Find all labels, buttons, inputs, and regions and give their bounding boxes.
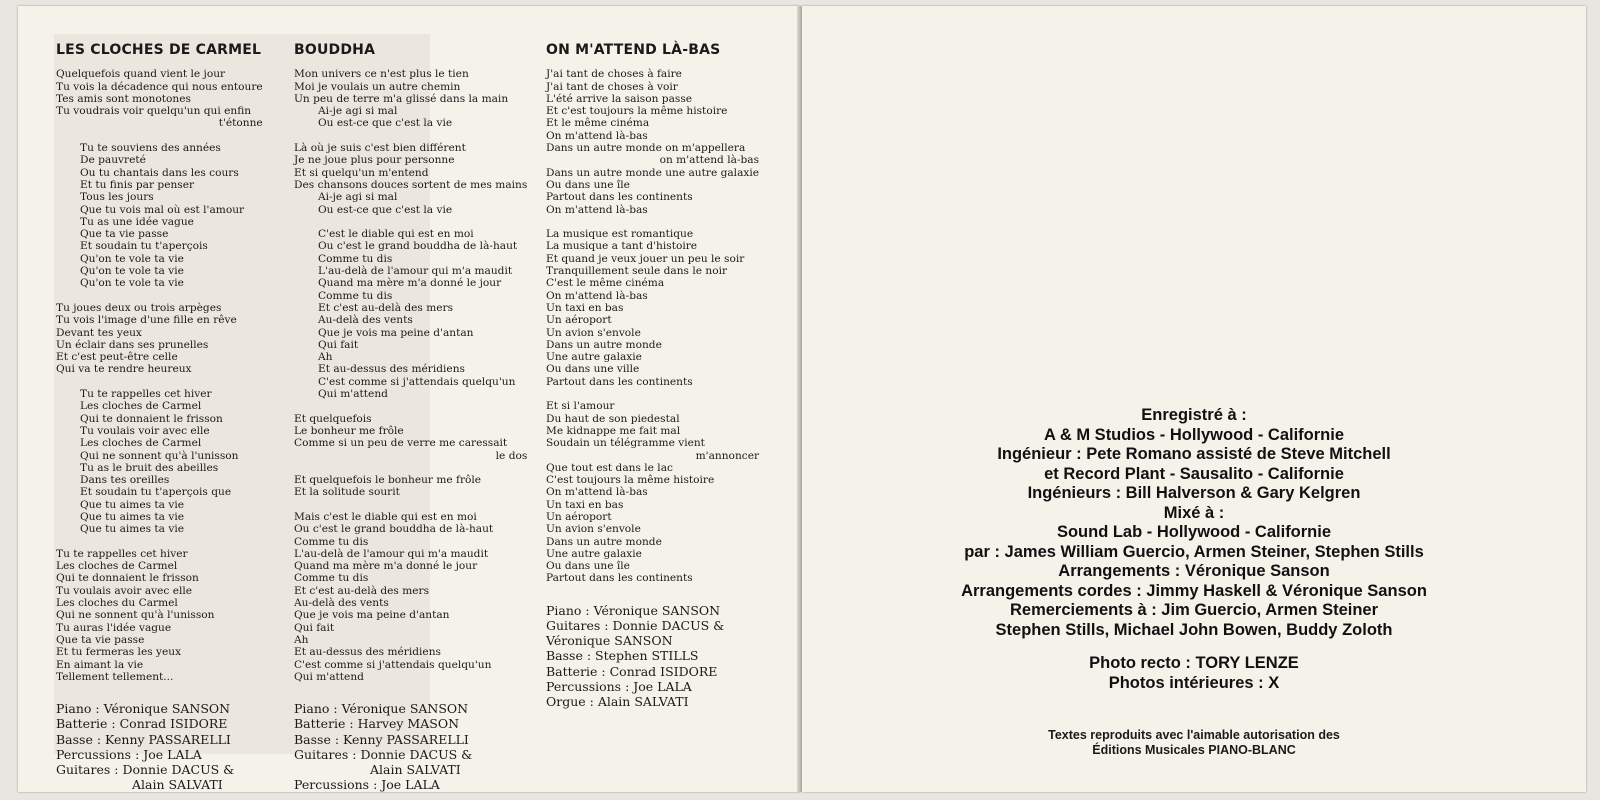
- text-line: Enregistré à :: [1141, 406, 1247, 424]
- text-line: Tu as une idée vague: [80, 215, 194, 228]
- text-line: Tous les jours: [80, 191, 154, 204]
- text-line: Ou dans une île: [546, 178, 630, 191]
- text-line: Un aéroport: [546, 314, 612, 327]
- text-line: Et quand je veux jouer un peu le soir: [546, 252, 745, 265]
- text-line: C'est toujours la même histoire: [546, 474, 715, 487]
- text-line: Tu voudrais voir quelqu'un qui enfin: [56, 105, 252, 118]
- text-line: Tu auras l'idée vague: [56, 621, 172, 634]
- text-line: Comme tu dis: [318, 289, 393, 302]
- text-line: Piano : Véronique SANSON: [294, 701, 469, 717]
- text-line: Ingénieur : Pete Romano assisté de Steve Mitchell: [997, 445, 1391, 463]
- text-line: Dans un autre monde: [546, 535, 662, 548]
- text-line: Je ne joue plus pour personne: [294, 154, 455, 167]
- text-line: Un peu de terre m'a glissé dans la main: [294, 92, 509, 105]
- text-line: Moi je voulais un autre chemin: [294, 80, 461, 93]
- text-line: le dos: [495, 449, 528, 462]
- text-line: Tes amis sont monotones: [56, 92, 191, 105]
- text-line: Qui te donnaient le frisson: [80, 412, 223, 425]
- text-line: Soudain un télégramme vient: [546, 437, 705, 450]
- text-line: Qui fait: [318, 338, 359, 351]
- text-line: Que je vois ma peine d'antan: [294, 609, 450, 622]
- text-line: Sound Lab - Hollywood - Californie: [1056, 523, 1332, 541]
- text-line: Et soudain tu t'aperçois que: [80, 486, 232, 499]
- text-line: Percussions : Joe LALA: [546, 678, 692, 694]
- text-line: On m'attend là-bas: [546, 129, 648, 142]
- text-line: Ai-je agi si mal: [318, 191, 398, 204]
- text-line: Ou c'est le grand bouddha de là-haut: [318, 240, 518, 253]
- text-line: On m'attend là-bas: [546, 203, 648, 216]
- text-line: Là où je suis c'est bien différent: [294, 142, 466, 155]
- text-line: Et quelquefois: [294, 412, 372, 425]
- text-line: m'annoncer: [695, 449, 760, 462]
- text-line: Ah: [318, 351, 333, 364]
- stanza-gap: [294, 130, 527, 142]
- copyright-line: Textes reproduits avec l'aimable autorisation des: [1048, 728, 1340, 742]
- text-line: Partout dans les continents: [546, 191, 693, 204]
- text-line: La musique a tant d'histoire: [546, 240, 698, 253]
- text-line: Et la solitude sourit: [294, 486, 400, 499]
- text-line: Un avion s'envole: [546, 326, 641, 339]
- text-line: Et c'est au-delà des mers: [318, 301, 454, 314]
- text-line: Du haut de son piedestal: [546, 412, 680, 425]
- text-line: Et c'est peut-être celle: [56, 351, 178, 364]
- text-line: par : James William Guercio, Armen Steiner, Stephen Stills: [964, 542, 1424, 561]
- text-line: Tellement tellement...: [56, 670, 174, 683]
- text-line: Un taxi en bas: [546, 301, 624, 314]
- text-line: Piano : Véronique SANSON: [56, 701, 231, 717]
- text-line: La musique est romantique: [546, 228, 694, 241]
- song-title: LES CLOCHES DE CARMEL: [56, 42, 262, 58]
- text-line: Dans un autre monde: [546, 338, 662, 351]
- text-line: on m'attend là-bas: [659, 154, 760, 167]
- text-line: Comme tu dis: [294, 535, 369, 548]
- text-line: On m'attend là-bas: [546, 289, 648, 302]
- song-lyrics: [56, 68, 263, 683]
- text-line: Percussions : Joe LALA: [56, 746, 202, 762]
- left-page: [18, 6, 800, 792]
- text-line: C'est comme si j'attendais quelqu'un: [318, 375, 516, 388]
- musician-credits: [56, 701, 263, 792]
- text-line: Ingénieurs : Bill Halverson & Gary Kelgren: [1027, 484, 1361, 502]
- text-line: Quelquefois quand vient le jour: [56, 68, 226, 81]
- text-line: En aimant la vie: [56, 658, 144, 671]
- song-title: BOUDDHA: [294, 42, 376, 58]
- text-line: Tu voulais voir avec elle: [80, 424, 210, 437]
- text-line: L'été arrive la saison passe: [546, 92, 693, 105]
- stanza-gap: [862, 640, 1526, 654]
- text-line: t'étonne: [218, 117, 263, 130]
- text-line: Qui m'attend: [318, 388, 388, 401]
- stanza-gap: [294, 400, 527, 412]
- text-line: Et au-dessus des méridiens: [294, 646, 441, 659]
- text-line: On m'attend là-bas: [546, 486, 648, 499]
- text-line: Remerciements à : Jim Guercio, Armen Steiner: [1009, 601, 1379, 619]
- text-line: Ah: [294, 633, 309, 646]
- text-line: Qu'on te vole ta vie: [80, 252, 184, 265]
- text-line: C'est le même cinéma: [546, 277, 665, 290]
- text-line: A & M Studios - Hollywood - Californie: [1043, 425, 1345, 444]
- stanza-gap: [294, 499, 527, 511]
- text-line: Mais c'est le diable qui est en moi: [294, 510, 477, 523]
- text-line: Et si quelqu'un m'entend: [294, 166, 429, 179]
- text-line: Piano : Véronique SANSON: [546, 602, 721, 618]
- text-line: Dans un autre monde on m'appellera: [546, 142, 746, 155]
- text-line: Véronique SANSON: [546, 633, 673, 649]
- text-line: Tu as le bruit des abeilles: [80, 461, 219, 474]
- production-credits: [862, 406, 1526, 693]
- text-line: Dans tes oreilles: [80, 474, 170, 487]
- text-line: Qu'on te vole ta vie: [80, 265, 184, 278]
- text-line: Arrangements cordes : Jimmy Haskell & Véronique Sanson: [961, 581, 1427, 600]
- text-line: C'est le diable qui est en moi: [318, 228, 474, 241]
- text-line: Batterie : Harvey MASON: [294, 716, 460, 732]
- text-line: Et quelquefois le bonheur me frôle: [294, 474, 482, 487]
- stanza-gap: [294, 462, 527, 474]
- stanza-gap: [546, 216, 759, 228]
- text-line: Ou c'est le grand bouddha de là-haut: [294, 523, 494, 536]
- text-line: Stephen Stills, Michael John Bowen, Buddy Zoloth: [995, 620, 1393, 639]
- text-line: Tu te souviens des années: [80, 142, 221, 155]
- text-line: Les cloches de Carmel: [56, 560, 178, 573]
- text-line: Au-delà des vents: [294, 597, 389, 610]
- text-line: Et au-dessus des méridiens: [318, 363, 465, 376]
- text-line: Que tu aimes ta vie: [80, 523, 184, 536]
- text-line: Que tu vois mal où est l'amour: [80, 203, 245, 216]
- text-line: J'ai tant de choses à voir: [546, 80, 678, 93]
- text-line: Et le même cinéma: [546, 117, 650, 130]
- text-line: Arrangements : Véronique Sanson: [1058, 562, 1330, 580]
- text-line: Ai-je agi si mal: [318, 105, 398, 118]
- text-line: Dans un autre monde une autre galaxie: [546, 166, 760, 179]
- song-title: ON M'ATTEND LÀ-BAS: [546, 42, 721, 58]
- text-line: Batterie : Conrad ISIDORE: [546, 663, 718, 679]
- text-line: Une autre galaxie: [546, 351, 642, 364]
- text-line: Qui fait: [294, 621, 335, 634]
- text-line: Une autre galaxie: [546, 547, 642, 560]
- text-line: Qu'on te vole ta vie: [80, 277, 184, 290]
- text-line: Alain SALVATI: [370, 761, 461, 777]
- text-line: Un avion s'envole: [546, 523, 641, 536]
- song-lyrics: [294, 68, 527, 683]
- text-line: Ou dans une ville: [546, 363, 640, 376]
- text-line: Alain SALVATI: [132, 777, 223, 793]
- text-line: Photos intérieures : X: [1108, 673, 1280, 692]
- text-line: Que tu aimes ta vie: [80, 510, 184, 523]
- copyright-line: Éditions Musicales PIANO-BLANC: [1092, 743, 1296, 757]
- text-line: Et c'est au-delà des mers: [294, 584, 430, 597]
- text-line: Qui m'attend: [294, 670, 364, 683]
- text-line: Que tout est dans le lac: [546, 461, 673, 474]
- text-line: Quand ma mère m'a donné le jour: [294, 560, 478, 573]
- lyrics-column: [294, 44, 527, 792]
- text-line: Ou est-ce que c'est la vie: [318, 117, 453, 130]
- text-line: Basse : Stephen STILLS: [546, 648, 699, 664]
- stanza-gap: [56, 536, 263, 548]
- text-line: Que ta vie passe: [80, 228, 169, 241]
- text-line: Et c'est toujours la même histoire: [546, 105, 728, 118]
- text-line: Tu te rappelles cet hiver: [56, 547, 188, 560]
- text-line: Mixé à :: [1163, 503, 1225, 522]
- text-line: Tu vois l'image d'une fille en rêve: [56, 314, 237, 327]
- text-line: Partout dans les continents: [546, 572, 693, 585]
- text-line: Basse : Kenny PASSARELLI: [294, 731, 469, 747]
- lyrics-column: [56, 44, 263, 792]
- text-line: Percussions : Joe LALA: [294, 777, 440, 793]
- text-line: Ou est-ce que c'est la vie: [318, 203, 453, 216]
- text-line: Tranquillement seule dans le noir: [546, 265, 728, 278]
- text-line: Un éclair dans ses prunelles: [56, 338, 209, 351]
- text-line: C'est comme si j'attendais quelqu'un: [294, 658, 492, 671]
- song-lyrics: [546, 68, 759, 584]
- text-line: Des chansons douces sortent de mes mains: [294, 178, 528, 191]
- text-line: Tu joues deux ou trois arpèges: [56, 301, 222, 314]
- text-line: Basse : Kenny PASSARELLI: [56, 731, 231, 747]
- text-line: Comme tu dis: [294, 572, 369, 585]
- text-line: J'ai tant de choses à faire: [546, 68, 682, 81]
- text-line: Un aéroport: [546, 510, 612, 523]
- text-line: Et soudain tu t'aperçois: [80, 240, 208, 253]
- text-line: Me kidnappe me fait mal: [546, 424, 681, 437]
- text-line: L'au-delà de l'amour qui m'a maudit: [318, 265, 513, 278]
- text-line: Comme si un peu de verre me caressait: [294, 437, 508, 450]
- text-line: Le bonheur me frôle: [294, 424, 404, 437]
- musician-credits: [546, 603, 759, 709]
- text-line: Tu vois la décadence qui nous entoure: [56, 80, 263, 93]
- text-line: Guitares : Donnie DACUS &: [56, 761, 235, 777]
- text-line: Qui te donnaient le frisson: [56, 572, 199, 585]
- text-line: Orgue : Alain SALVATI: [546, 693, 689, 709]
- text-line: Partout dans les continents: [546, 375, 693, 388]
- text-line: Les cloches de Carmel: [80, 400, 202, 413]
- text-line: Batterie : Conrad ISIDORE: [56, 716, 228, 732]
- text-line: Un taxi en bas: [546, 498, 624, 511]
- text-line: Et tu finis par penser: [80, 178, 195, 191]
- stanza-gap: [56, 290, 263, 302]
- text-line: Comme tu dis: [318, 252, 393, 265]
- text-line: Tu te rappelles cet hiver: [80, 388, 212, 401]
- text-line: Qui va te rendre heureux: [56, 363, 192, 376]
- text-line: Devant tes yeux: [56, 326, 142, 339]
- text-line: Qui ne sonnent qu'à l'unisson: [56, 609, 215, 622]
- text-line: Tu voulais avoir avec elle: [56, 584, 193, 597]
- stanza-gap: [56, 130, 263, 142]
- text-line: Au-delà des vents: [318, 314, 413, 327]
- text-line: Que je vois ma peine d'antan: [318, 326, 474, 339]
- text-line: Les cloches du Carmel: [56, 597, 178, 610]
- text-line: Que tu aimes ta vie: [80, 498, 184, 511]
- text-line: Photo recto : TORY LENZE: [1089, 654, 1299, 672]
- text-line: Que ta vie passe: [56, 633, 145, 646]
- text-line: L'au-delà de l'amour qui m'a maudit: [294, 547, 489, 560]
- text-line: Mon univers ce n'est plus le tien: [294, 68, 469, 81]
- text-line: Ou tu chantais dans les cours: [80, 166, 239, 179]
- text-line: Ou dans une île: [546, 560, 630, 573]
- text-line: Les cloches de Carmel: [80, 437, 202, 450]
- right-page: [802, 6, 1586, 792]
- text-line: Et tu fermeras les yeux: [56, 646, 182, 659]
- text-line: Qui ne sonnent qu'à l'unisson: [80, 449, 239, 462]
- musician-credits: [294, 701, 527, 792]
- stanza-gap: [56, 376, 263, 388]
- stanza-gap: [546, 388, 759, 400]
- copyright-note: [862, 728, 1526, 758]
- text-line: Et si l'amour: [546, 400, 615, 413]
- text-line: Guitares : Donnie DACUS &: [294, 746, 473, 762]
- text-line: Quand ma mère m'a donné le jour: [318, 277, 502, 290]
- text-line: et Record Plant - Sausalito - Californie: [1044, 464, 1344, 483]
- text-line: De pauvreté: [80, 154, 146, 167]
- stanza-gap: [294, 216, 527, 228]
- lyrics-column: [546, 44, 759, 709]
- text-line: Guitares : Donnie DACUS &: [546, 617, 725, 633]
